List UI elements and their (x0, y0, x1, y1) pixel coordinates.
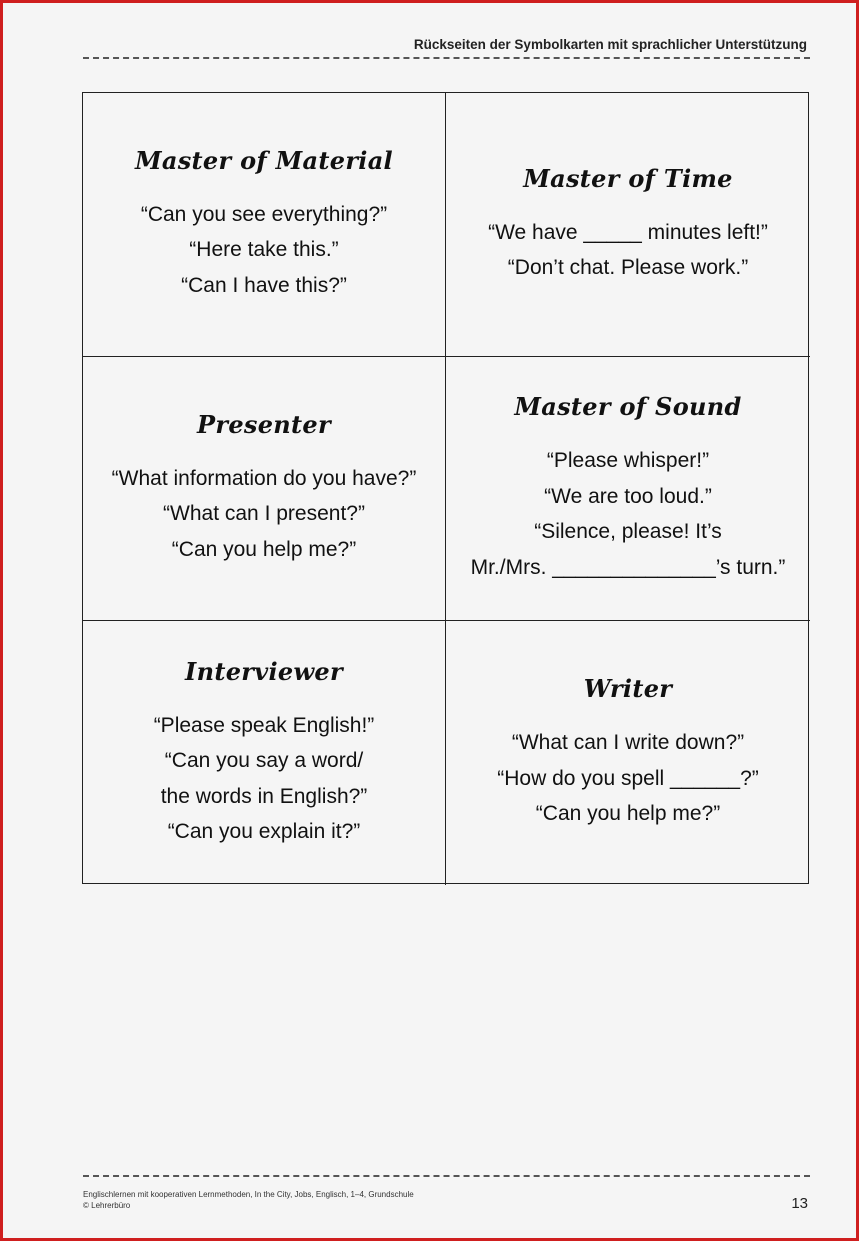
card-title: Presenter (197, 409, 331, 439)
card-presenter (83, 357, 446, 621)
card-phrase: “Can you see everything?” (140, 202, 388, 226)
card-title: Master of Sound (514, 392, 742, 421)
card-phrase: “Silence, please! It’s (534, 520, 722, 543)
card-phrase: “Don’t chat. Please work.” (507, 256, 749, 279)
header-divider (83, 57, 810, 59)
footer-source: Englischlernen mit kooperativen Lernmethoden, In the City, Jobs, Englisch, 1–4, Grundschule (83, 1190, 414, 1199)
footer-copyright: © Lehrerbüro (83, 1201, 131, 1210)
card-phrase: “Can you help me?” (171, 537, 357, 561)
card-master-of-material (83, 93, 446, 357)
card-phrase: “Here take this.” (189, 238, 339, 262)
card-phrase: Mr./Mrs. ______________’s turn.” (470, 555, 786, 579)
card-title: Writer (583, 674, 673, 704)
worksheet-page (3, 3, 856, 1238)
footer-credits (83, 1189, 414, 1211)
card-phrase: “Can you say a word/ (164, 749, 364, 772)
page-number: 13 (791, 1195, 808, 1212)
card-grid (82, 92, 809, 884)
card-phrase: “Please speak English!” (153, 713, 375, 737)
card-phrase: “We have _____ minutes left!” (488, 220, 768, 244)
card-phrase: “What can I write down?” (511, 731, 745, 755)
card-phrase: “We are too loud.” (544, 484, 712, 508)
card-title: Master of Time (523, 163, 733, 193)
card-phrase: “Please whisper!” (546, 449, 710, 472)
card-phrase: “Can I have this?” (181, 273, 347, 297)
card-phrase: “Can you explain it?” (167, 820, 361, 843)
page-header-title: Rückseiten der Symbolkarten mit sprachlicher Unterstützung (413, 37, 807, 52)
card-phrase: “What can I present?” (163, 502, 365, 526)
card-phrase: “What information do you have?” (111, 466, 417, 490)
footer-divider (83, 1175, 810, 1177)
card-phrase: “How do you spell ______?” (497, 766, 759, 790)
card-title: Master of Material (135, 145, 393, 175)
card-title: Interviewer (185, 656, 343, 686)
card-phrase: “Can you help me?” (535, 802, 721, 826)
card-master-of-time (446, 93, 810, 357)
card-interviewer (83, 621, 446, 885)
card-phrase: the words in English?” (160, 784, 368, 808)
card-writer (446, 621, 810, 885)
card-master-of-sound (446, 357, 810, 621)
